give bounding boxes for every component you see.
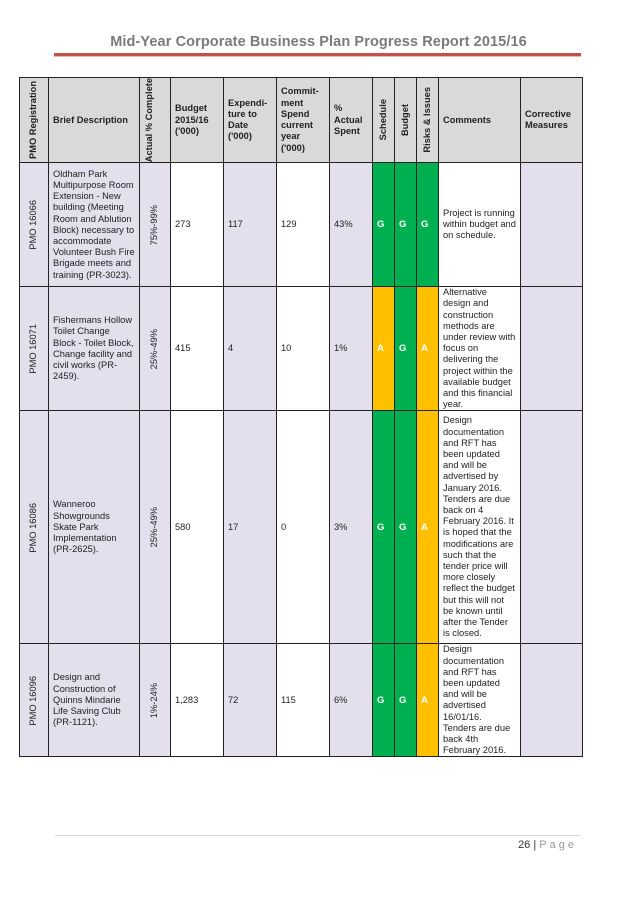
corrective-cell (521, 163, 583, 287)
table-header-row (20, 78, 583, 163)
pct-spent-cell: 43% (330, 163, 373, 287)
description-cell: Design and Construction of Quinns Mindarie Life Saving Club (PR-1121). (49, 644, 140, 757)
commitment-cell: 129 (277, 163, 330, 287)
comments-cell: Design documentation and RFT has been updated and will be advertised 16/01/16. Tenders are due back 4th February 2016. (439, 644, 521, 757)
table-row (20, 411, 583, 644)
expenditure-cell: 72 (224, 644, 277, 757)
budget-status: G (395, 163, 417, 287)
description-cell: Wanneroo Showgrounds Skate Park Implementation (PR-2625). (49, 411, 140, 644)
commitment-cell: 0 (277, 411, 330, 644)
commitment-cell: 10 (277, 287, 330, 411)
pct-spent-cell: 6% (330, 644, 373, 757)
header-risks: Risks & Issues (417, 78, 439, 163)
footer-separator: | (533, 839, 537, 851)
budget-cell: 580 (171, 411, 224, 644)
header-budget-status: Budget (395, 78, 417, 163)
header-comments: Comments (439, 78, 521, 163)
expenditure-cell: 117 (224, 163, 277, 287)
progress-table (19, 77, 583, 757)
page-label: Page (539, 839, 577, 851)
header-budget: Budget 2015/16 ('000) (171, 78, 224, 163)
corrective-cell (521, 287, 583, 411)
comments-cell: Project is running within budget and on schedule. (439, 163, 521, 287)
header-expenditure: Expendi- ture to Date ('000) (224, 78, 277, 163)
page-title: Mid-Year Corporate Business Plan Progress Report 2015/16 (110, 34, 527, 50)
risks-status: A (417, 644, 439, 757)
pct-spent-cell: 1% (330, 287, 373, 411)
pct-spent-cell: 3% (330, 411, 373, 644)
expenditure-cell: 4 (224, 287, 277, 411)
footer-rule (55, 835, 581, 836)
actual-complete-cell: 25%-49% (140, 287, 171, 411)
page-footer (518, 839, 577, 851)
budget-status: G (395, 411, 417, 644)
corrective-cell (521, 644, 583, 757)
budget-status: G (395, 644, 417, 757)
budget-cell: 415 (171, 287, 224, 411)
schedule-status: G (373, 163, 395, 287)
risks-status: A (417, 287, 439, 411)
actual-complete-cell: 1%-24% (140, 644, 171, 757)
schedule-status: A (373, 287, 395, 411)
title-rule-shadow (54, 56, 581, 57)
header-description: Brief Description (49, 78, 140, 163)
description-cell: Oldham Park Multipurpose Room Extension - New building (Meeting Room and Ablution Block) necessary to accommodate Volunteer Bush Fire Brigade meets and training (PR-3023). (49, 163, 140, 287)
registration-cell: PMO 16071 (20, 287, 49, 411)
table-row (20, 287, 583, 411)
budget-cell: 273 (171, 163, 224, 287)
header-commitment: Commit- ment Spend current year ('000) (277, 78, 330, 163)
table-row (20, 644, 583, 757)
commitment-cell: 115 (277, 644, 330, 757)
risks-status: G (417, 163, 439, 287)
budget-status: G (395, 287, 417, 411)
header-registration: PMO Registration (20, 78, 49, 163)
description-cell: Fishermans Hollow Toilet Change Block - Toilet Block, Change facility and civil works (PR-2459). (49, 287, 140, 411)
header-actual-complete: Actual % Complete (140, 78, 171, 163)
corrective-cell (521, 411, 583, 644)
comments-cell: Alternative design and construction methods are under review with focus on delivering the project within the available budget and this financial year. (439, 287, 521, 411)
actual-complete-cell: 25%-49% (140, 411, 171, 644)
registration-cell: PMO 16066 (20, 163, 49, 287)
registration-cell: PMO 16086 (20, 411, 49, 644)
header-corrective: Corrective Measures (521, 78, 583, 163)
header-pct-spent: % Actual Spent (330, 78, 373, 163)
schedule-status: G (373, 411, 395, 644)
expenditure-cell: 17 (224, 411, 277, 644)
registration-cell: PMO 16096 (20, 644, 49, 757)
risks-status: A (417, 411, 439, 644)
header-schedule: Schedule (373, 78, 395, 163)
comments-cell: Design documentation and RFT has been updated and will be advertised by January 2016. Tenders are due back on 4 February 2016. It is hoped that the modifications are such that the tender price will more closely reflect the budget but this will not be known until after the Tender is closed. (439, 411, 521, 644)
budget-cell: 1,283 (171, 644, 224, 757)
actual-complete-cell: 75%-99% (140, 163, 171, 287)
page-number: 26 (518, 839, 531, 851)
table-row (20, 163, 583, 287)
schedule-status: G (373, 644, 395, 757)
